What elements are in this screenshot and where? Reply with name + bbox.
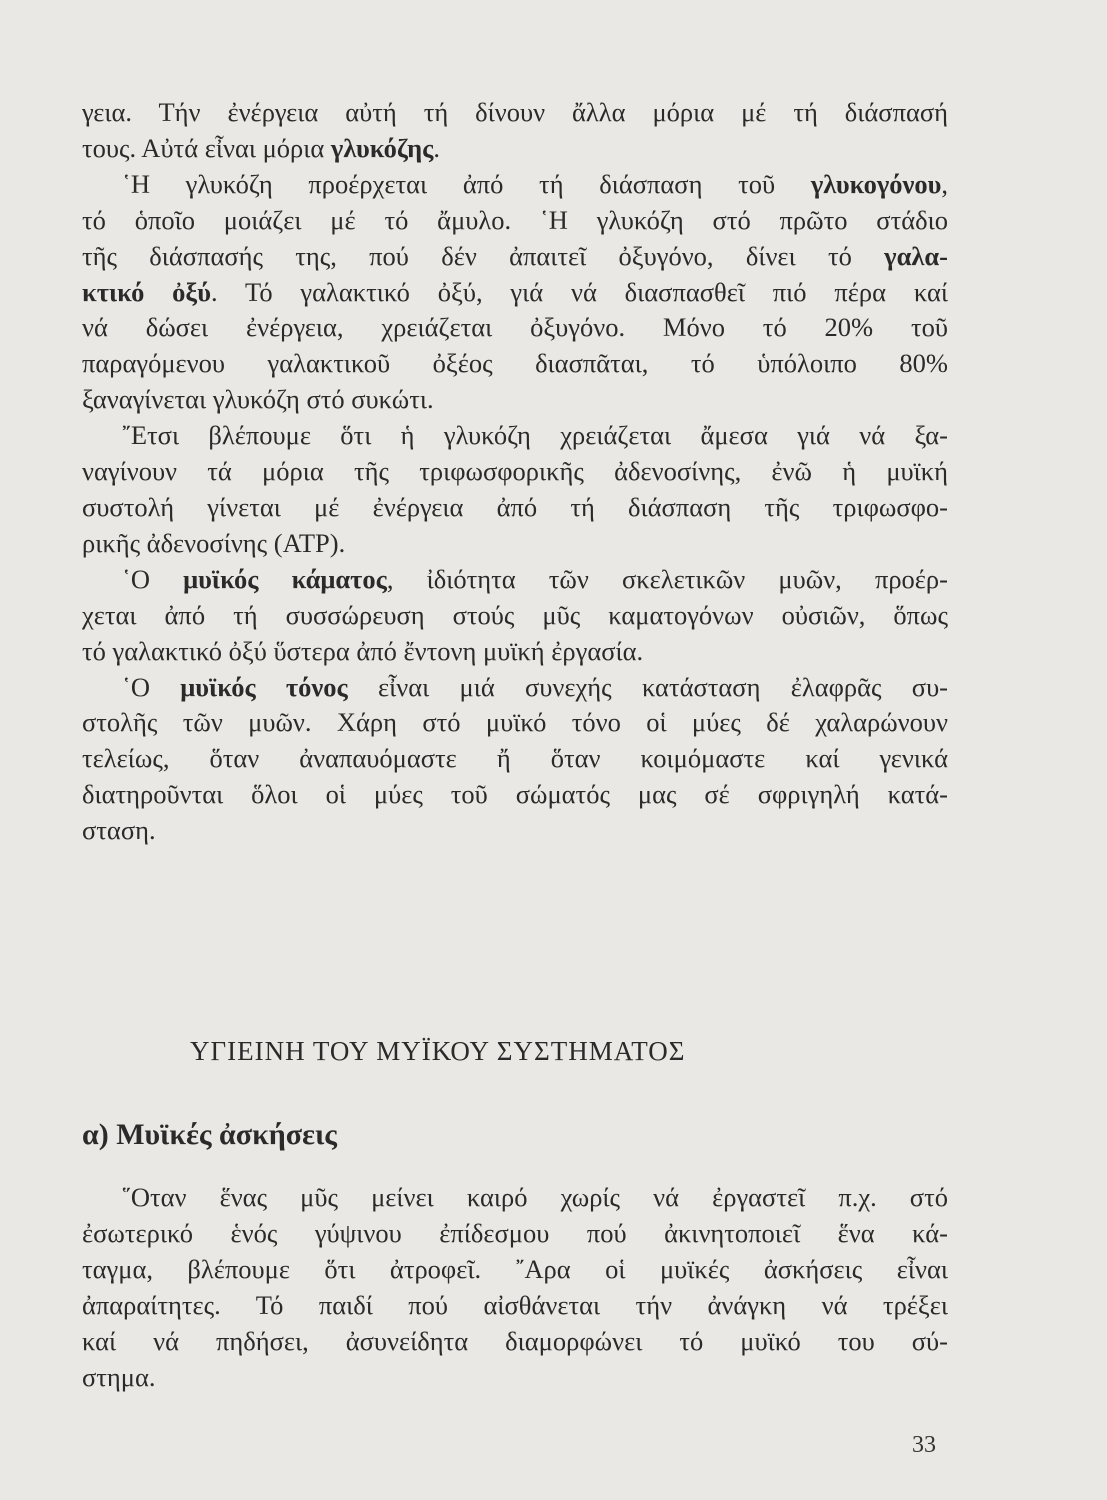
body-text-section-2 xyxy=(82,1180,948,1395)
text-line: ἐσωτερικό ἑνός γύψινου ἐπίδεσμου πού ἀκινητοποιεῖ ἕνα κά- xyxy=(82,1217,948,1248)
text-line: καί νά πηδήσει, ἀσυνείδητα διαμορφώνει τό μυϊκό του σύ- xyxy=(82,1325,948,1356)
text-line: παραγόμενου γαλακτικοῦ ὀξέος διασπᾶται, τό ὑπόλοιπο 80% xyxy=(82,348,948,379)
text-line: ρικῆς ἀδενοσίνης (ATP). xyxy=(82,527,346,558)
term-muscle-fatigue: μυϊκός κάματος xyxy=(183,563,387,594)
text-line: ἀπαραίτητες. Τό παιδί πού αἰσθάνεται τήν ἀνάγκη νά τρέξει xyxy=(82,1289,948,1320)
text-line: ῾Ο μυϊκός τόνος εἶναι μιά συνεχής κατάσταση ἐλαφρᾶς συ- xyxy=(122,671,949,702)
text-line: νά δώσει ἐνέργεια, χρειάζεται ὀξυγόνο. Μόνο τό 20% τοῦ xyxy=(82,312,948,343)
text-line: κτικό ὀξύ. Τό γαλακτικό ὀξύ, γιά νά διασπασθεῖ πιό πέρα καί xyxy=(82,276,948,307)
text-line: στημα. xyxy=(82,1361,156,1392)
subsection-heading: α) Μυϊκές ἀσκήσεις xyxy=(82,1118,337,1151)
text-line: γεια. Τήν ἐνέργεια αὐτή τή δίνουν ἄλλα μόρια μέ τή διάσπασή xyxy=(82,97,948,127)
text-line: τῆς διάσπασής της, πού δέν ἀπαιτεῖ ὀξυγόνο, δίνει τό γαλα- xyxy=(82,240,948,271)
text-line: χεται ἀπό τή συσσώρευση στούς μῦς καματογόνων οὐσιῶν, ὅπως xyxy=(82,599,948,630)
text-line: σταση. xyxy=(82,815,156,846)
term-lactic-acid-part1: γαλα- xyxy=(884,240,948,271)
text-line: ῎Ετσι βλέπουμε ὅτι ἡ γλυκόζη χρειάζεται ἄμεσα γιά νά ξα- xyxy=(122,420,948,451)
text-line: ξαναγίνεται γλυκόζη στό συκώτι. xyxy=(82,384,434,415)
term-muscle-tone: μυϊκός τόνος xyxy=(180,671,348,702)
text-line: τελείως, ὅταν ἀναπαυόμαστε ἤ ὅταν κοιμόμαστε καί γενικά xyxy=(82,743,948,774)
page-number: 33 xyxy=(912,1432,936,1458)
text-line: συστολή γίνεται μέ ἐνέργεια ἀπό τή διάσπαση τῆς τριφωσφο- xyxy=(82,491,948,522)
text-line: διατηροῦνται ὅλοι οἱ μύες τοῦ σώματός μας σέ σφριγηλή κατά- xyxy=(82,779,948,810)
section-heading: ΥΓΙΕΙΝΗ ΤΟΥ ΜΥΪΚΟΥ ΣΥΣΤΗΜΑΤΟΣ xyxy=(190,1036,686,1066)
text-line: τό ὁποῖο μοιάζει μέ τό ἄμυλο. ῾Η γλυκόζη στό πρῶτο στάδιο xyxy=(82,204,948,235)
text-line: ναγίνουν τά μόρια τῆς τριφωσφορικῆς ἀδενοσίνης, ἐνῶ ἡ μυϊκή xyxy=(82,456,948,487)
text-line: ῾Η γλυκόζη προέρχεται ἀπό τή διάσπαση τοῦ γλυκογόνου, xyxy=(122,168,948,199)
text-line: ταγμα, βλέπουμε ὅτι ἀτροφεῖ. ῎Αρα οἱ μυϊκές ἀσκήσεις εἶναι xyxy=(82,1253,948,1284)
text-line: ῾Ο μυϊκός κάματος, ἰδιότητα τῶν σκελετικῶν μυῶν, προέρ- xyxy=(122,563,948,594)
body-text-section-1 xyxy=(82,95,948,849)
text-line: ῞Οταν ἕνας μῦς μείνει καιρό χωρίς νά ἐργαστεῖ π.χ. στό xyxy=(122,1182,948,1212)
term-lactic-acid-part2: κτικό ὀξύ xyxy=(82,276,211,307)
term-glucose: γλυκόζης xyxy=(330,132,434,163)
text-line: τό γαλακτικό ὀξύ ὕστερα ἀπό ἔντονη μυϊκή ἐργασία. xyxy=(82,635,644,666)
term-glycogen: γλυκογόνου xyxy=(810,168,942,199)
text-line: στολῆς τῶν μυῶν. Χάρη στό μυϊκό τόνο οἱ μύες δέ χαλαρώνουν xyxy=(82,707,948,738)
text-line: τους. Αὐτά εἶναι μόρια γλυκόζης. xyxy=(82,132,440,163)
